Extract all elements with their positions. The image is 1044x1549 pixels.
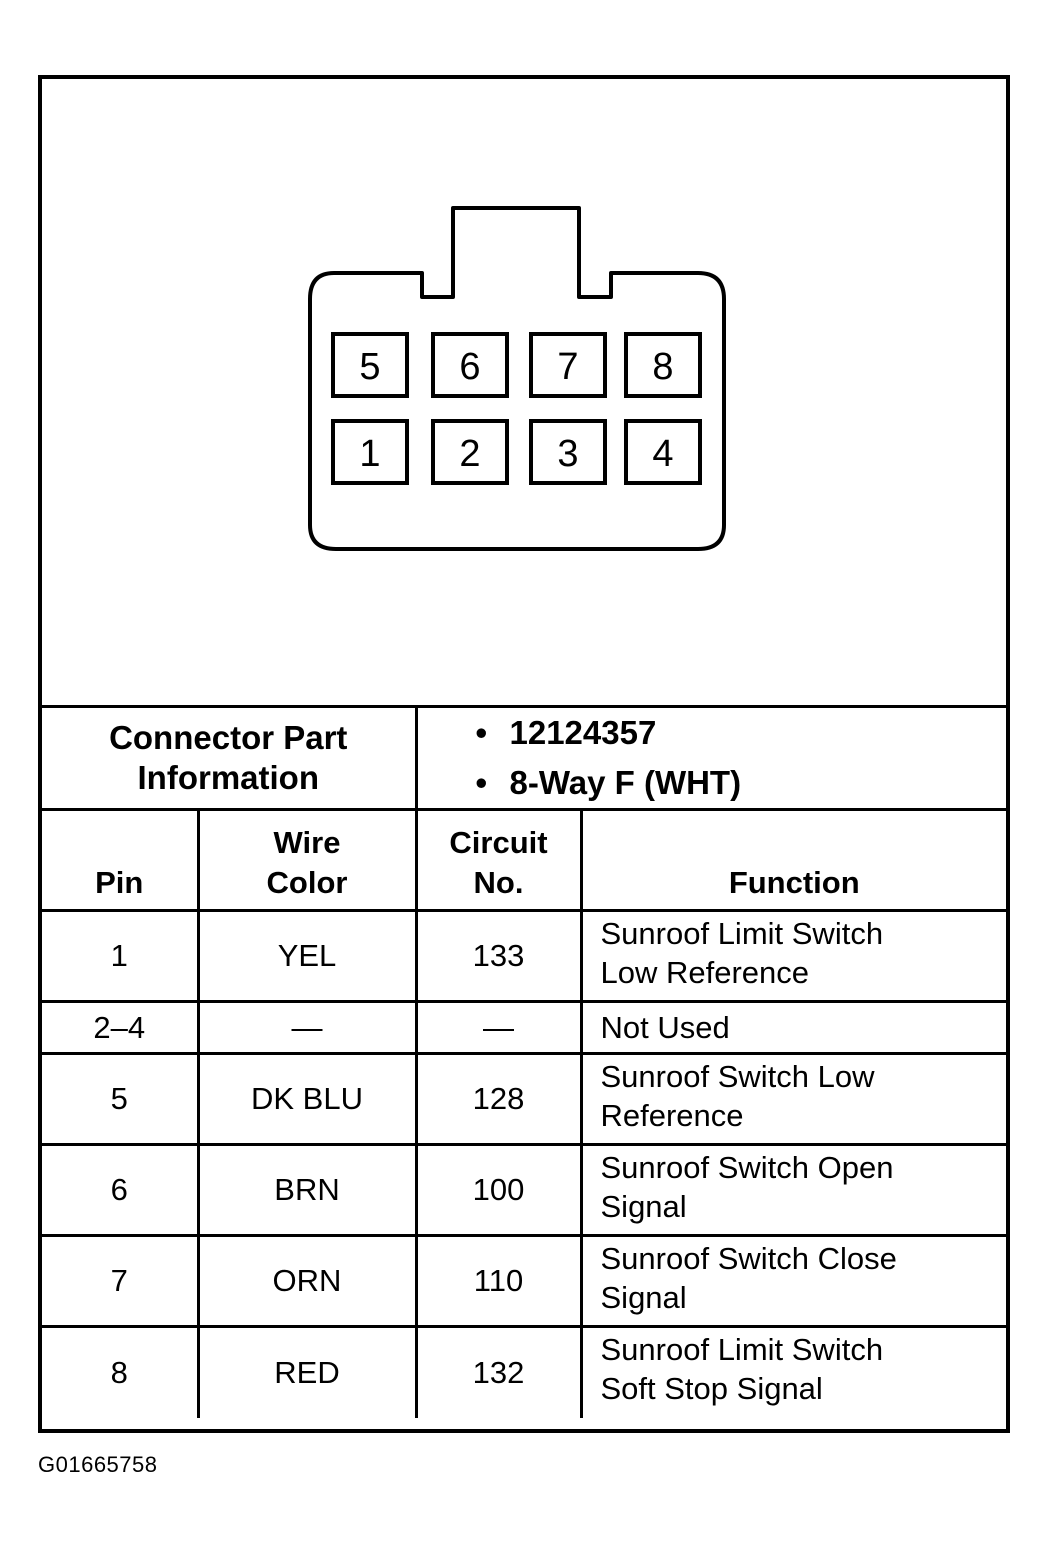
part-number: • 12124357: [476, 708, 1007, 758]
wire-color-cell: —: [198, 1002, 416, 1054]
pin-cavity-2: [433, 421, 507, 483]
circuit-cell: 110: [416, 1236, 581, 1327]
function-cell: Sunroof Limit Switch Low Reference: [581, 911, 1006, 1002]
pin-cell: 5: [42, 1054, 198, 1145]
circuit-cell: 133: [416, 911, 581, 1002]
function-cell: Sunroof Switch Low Reference: [581, 1054, 1006, 1145]
table-row: [42, 1236, 1006, 1327]
part-info-row: [42, 707, 1006, 810]
function-cell: Sunroof Switch Close Signal: [581, 1236, 1006, 1327]
header-function: Function: [581, 810, 1006, 911]
header-pin: Pin: [42, 810, 198, 911]
pin-cell: 8: [42, 1327, 198, 1418]
pin-number: 6: [459, 346, 481, 388]
pin-number: 5: [359, 346, 381, 388]
part-info-label: [42, 707, 416, 810]
pin-number: 4: [652, 433, 674, 475]
pin-cavity-4: [626, 421, 700, 483]
connector-type: • 8-Way F (WHT): [476, 758, 1007, 808]
pin-number: 7: [557, 346, 579, 388]
table-row: [42, 1054, 1006, 1145]
bullet: •: [475, 764, 488, 801]
wire-color-cell: ORN: [198, 1236, 416, 1327]
connector-info-table: [42, 705, 1006, 1418]
table-row: [42, 1327, 1006, 1418]
bullet: •: [475, 714, 488, 751]
pin-cell: 2–4: [42, 1002, 198, 1054]
pin-cell: 1: [42, 911, 198, 1002]
circuit-cell: 128: [416, 1054, 581, 1145]
part-info-label-line2: Information: [137, 759, 319, 796]
pin-number: 3: [557, 433, 579, 475]
table-row: [42, 1002, 1006, 1054]
circuit-cell: 132: [416, 1327, 581, 1418]
circuit-cell: 100: [416, 1145, 581, 1236]
pin-number: 8: [652, 346, 674, 388]
pin-cavity-8: [626, 334, 700, 396]
function-cell: Sunroof Limit Switch Soft Stop Signal: [581, 1327, 1006, 1418]
pin-cell: 6: [42, 1145, 198, 1236]
pin-cavity-5: [333, 334, 407, 396]
pin-number: 2: [459, 433, 481, 475]
table-row: [42, 911, 1006, 1002]
circuit-cell: —: [416, 1002, 581, 1054]
pin-cavity-1: [333, 421, 407, 483]
table-row: [42, 1145, 1006, 1236]
function-cell: Not Used: [581, 1002, 1006, 1054]
wire-color-cell: BRN: [198, 1145, 416, 1236]
wire-color-cell: YEL: [198, 911, 416, 1002]
pin-cell: 7: [42, 1236, 198, 1327]
header-circuit-no: Circuit No.: [416, 810, 581, 911]
connector-diagram-area: [42, 79, 1006, 705]
function-cell: Sunroof Switch Open Signal: [581, 1145, 1006, 1236]
part-info-label-line1: Connector Part: [109, 719, 348, 756]
pin-cavity-6: [433, 334, 507, 396]
wire-color-cell: DK BLU: [198, 1054, 416, 1145]
pin-cavity-7: [531, 334, 605, 396]
connector-face-diagram: [42, 79, 1006, 705]
header-wire-color: Wire Color: [198, 810, 416, 911]
pin-number: 1: [359, 433, 381, 475]
part-info-values: [416, 707, 1006, 810]
pin-cavity-3: [531, 421, 605, 483]
header-row: [42, 810, 1006, 911]
wire-color-cell: RED: [198, 1327, 416, 1418]
figure-id: G01665758: [38, 1452, 158, 1477]
document-frame: [38, 75, 1010, 1433]
